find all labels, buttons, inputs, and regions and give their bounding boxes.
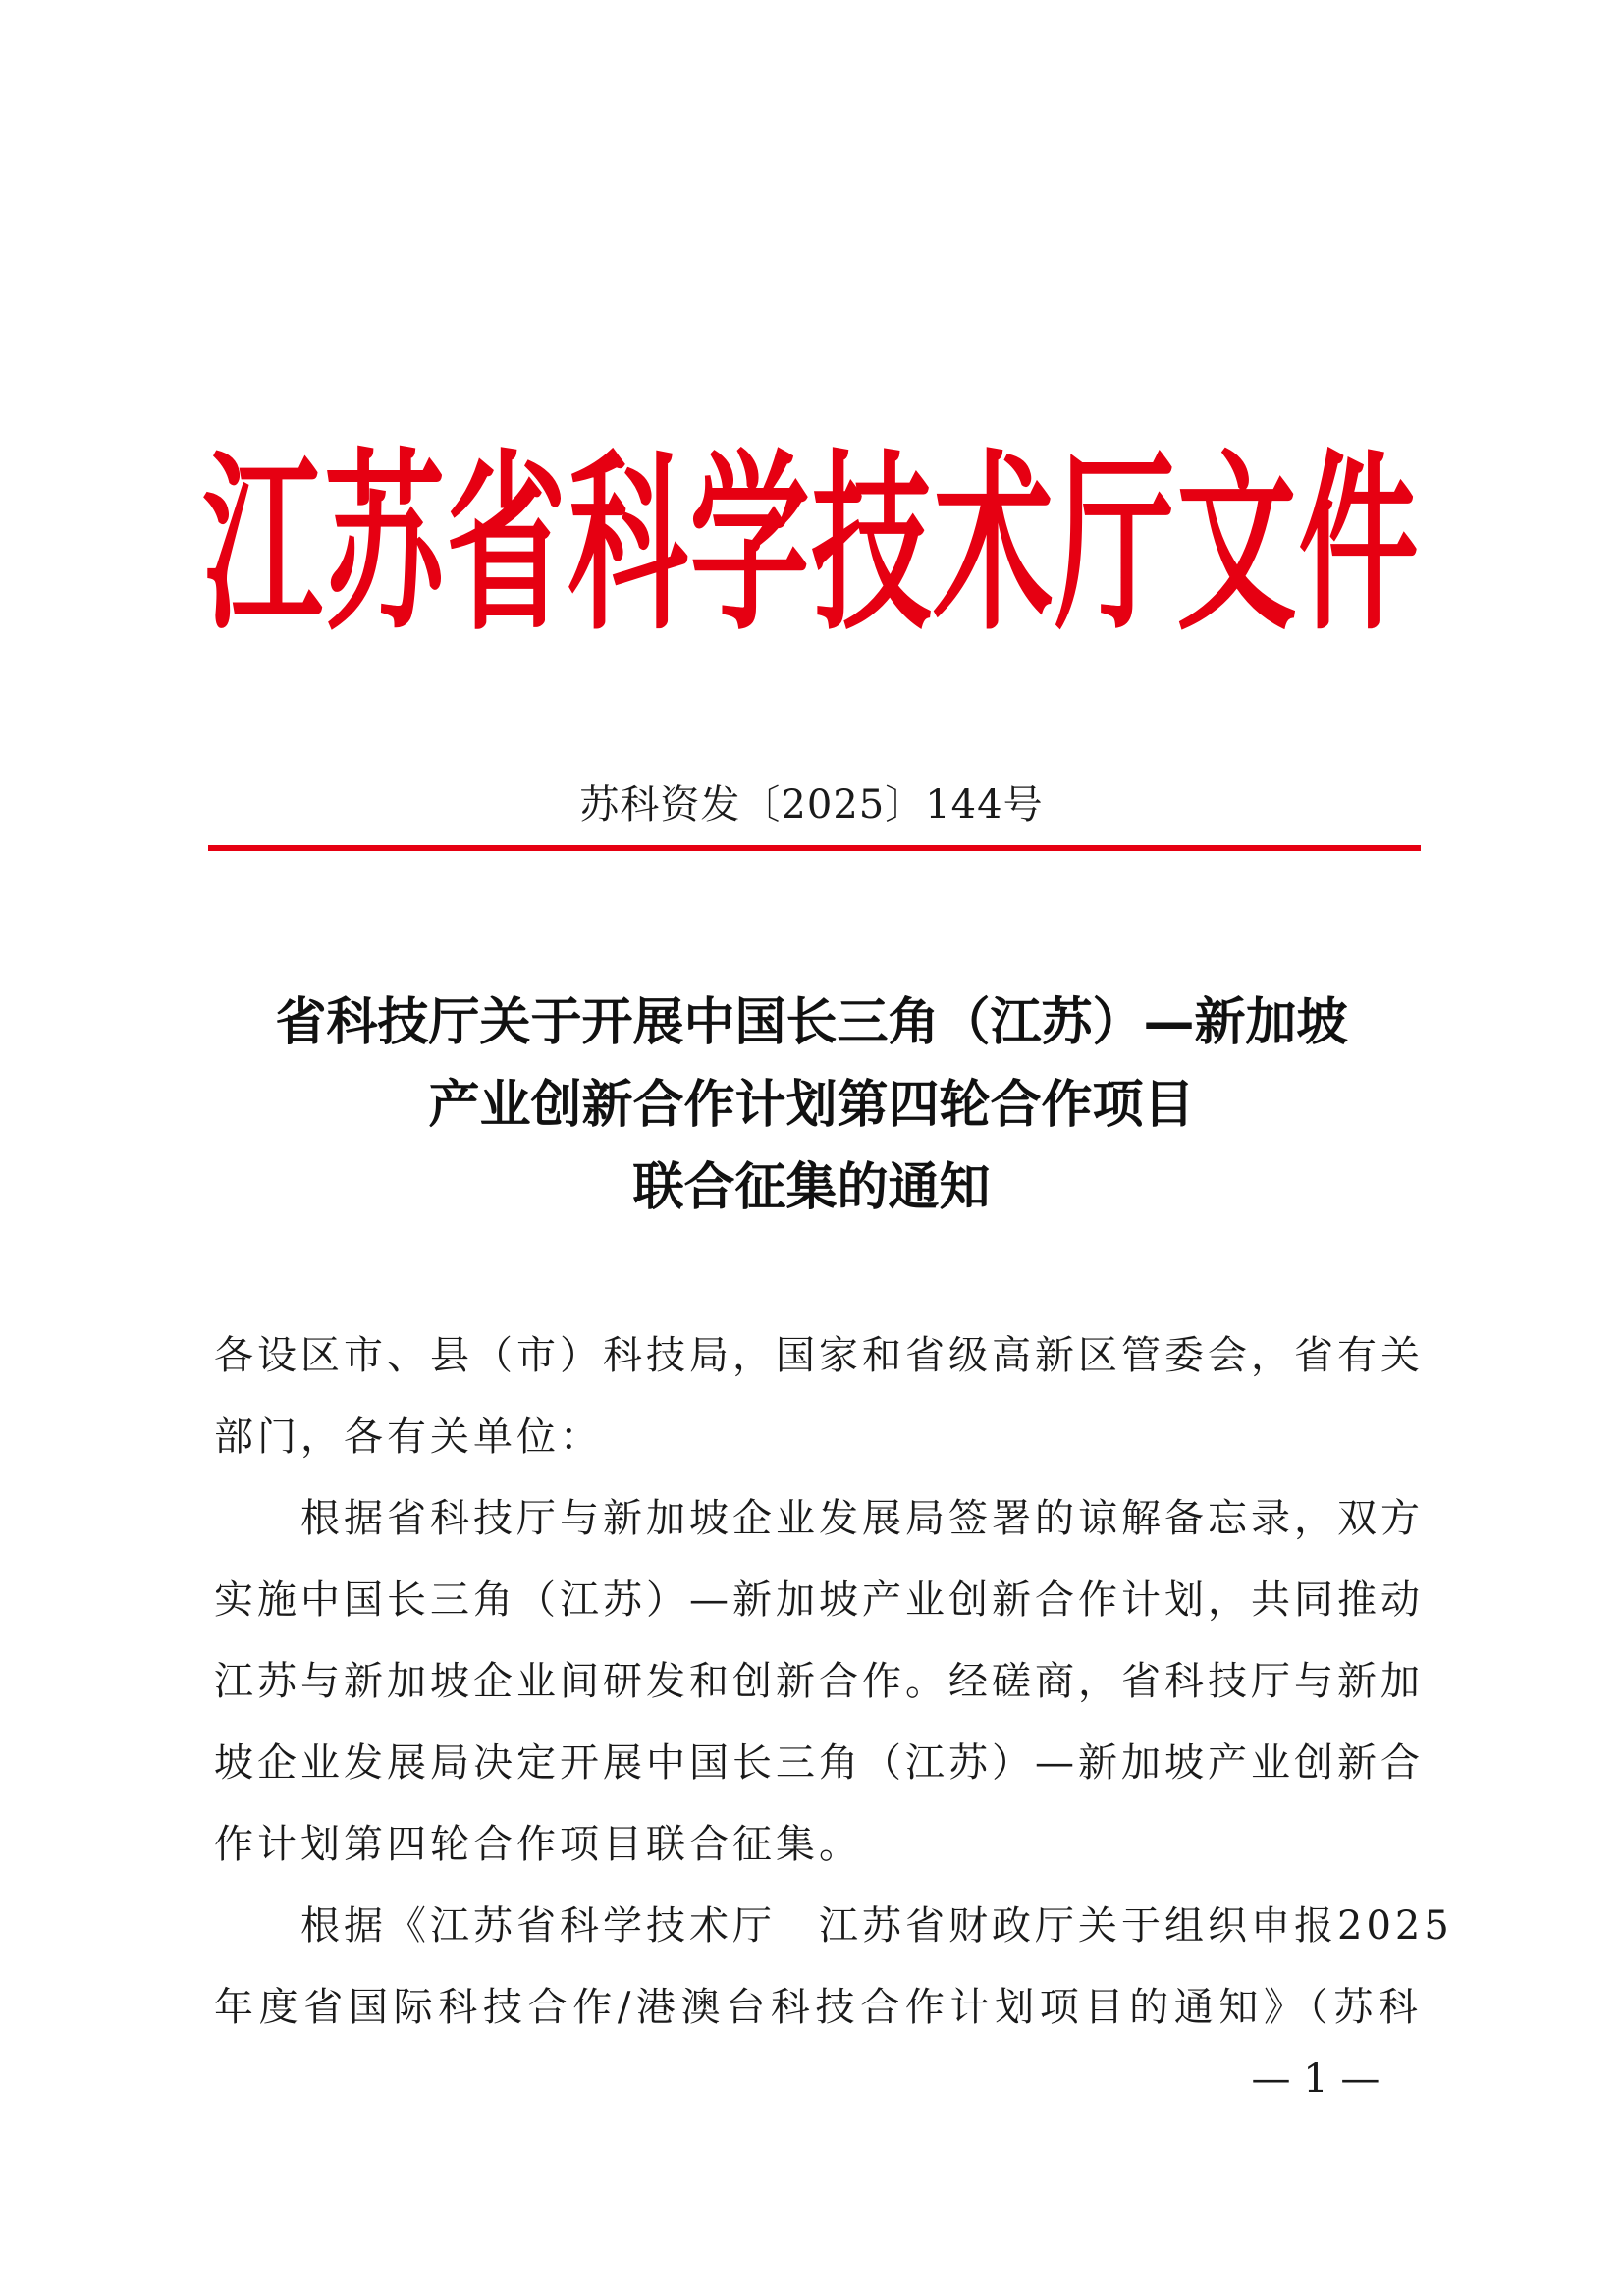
addressee-line: 部门，各有关单位： <box>214 1415 603 1460</box>
page-number: — 1 — <box>1251 2056 1380 2102</box>
paragraph-line: 坡企业发展局决定开展中国长三角（江苏）—新加坡产业创新合 <box>214 1740 1424 1786</box>
paragraph-line: 根据省科技厅与新加坡企业发展局签署的谅解备忘录，双方 <box>300 1496 1424 1541</box>
document-number: 苏科资发〔2025〕144号 <box>579 782 1044 828</box>
notice-title <box>0 982 1623 1229</box>
document-masthead: 江苏省科学技术厅文件 <box>202 433 1421 657</box>
title-line: 省科技厅关于开展中国长三角（江苏）—新加坡 <box>275 993 1348 1052</box>
notice-body <box>214 1315 1453 2049</box>
paragraph-line: 江苏与新加坡企业间研发和创新合作。经磋商，省科技厅与新加 <box>214 1659 1424 1704</box>
paragraph-line: 实施中国长三角（江苏）—新加坡产业创新合作计划，共同推动 <box>214 1577 1424 1623</box>
title-line: 产业创新合作计划第四轮合作项目 <box>428 1076 1195 1135</box>
paragraph-line: 作计划第四轮合作项目联合征集。 <box>214 1822 862 1867</box>
red-separator-line <box>208 845 1421 851</box>
paragraph-line: 年度省国际科技合作/港澳台科技合作计划项目的通知》（苏科 <box>214 1985 1422 2030</box>
addressee-line: 各设区市、县（市）科技局，国家和省级高新区管委会，省有关 <box>214 1333 1424 1378</box>
paragraph-line: 根据《江苏省科学技术厅 江苏省财政厅关于组织申报2025 <box>300 1903 1453 1949</box>
title-line: 联合征集的通知 <box>632 1158 991 1217</box>
